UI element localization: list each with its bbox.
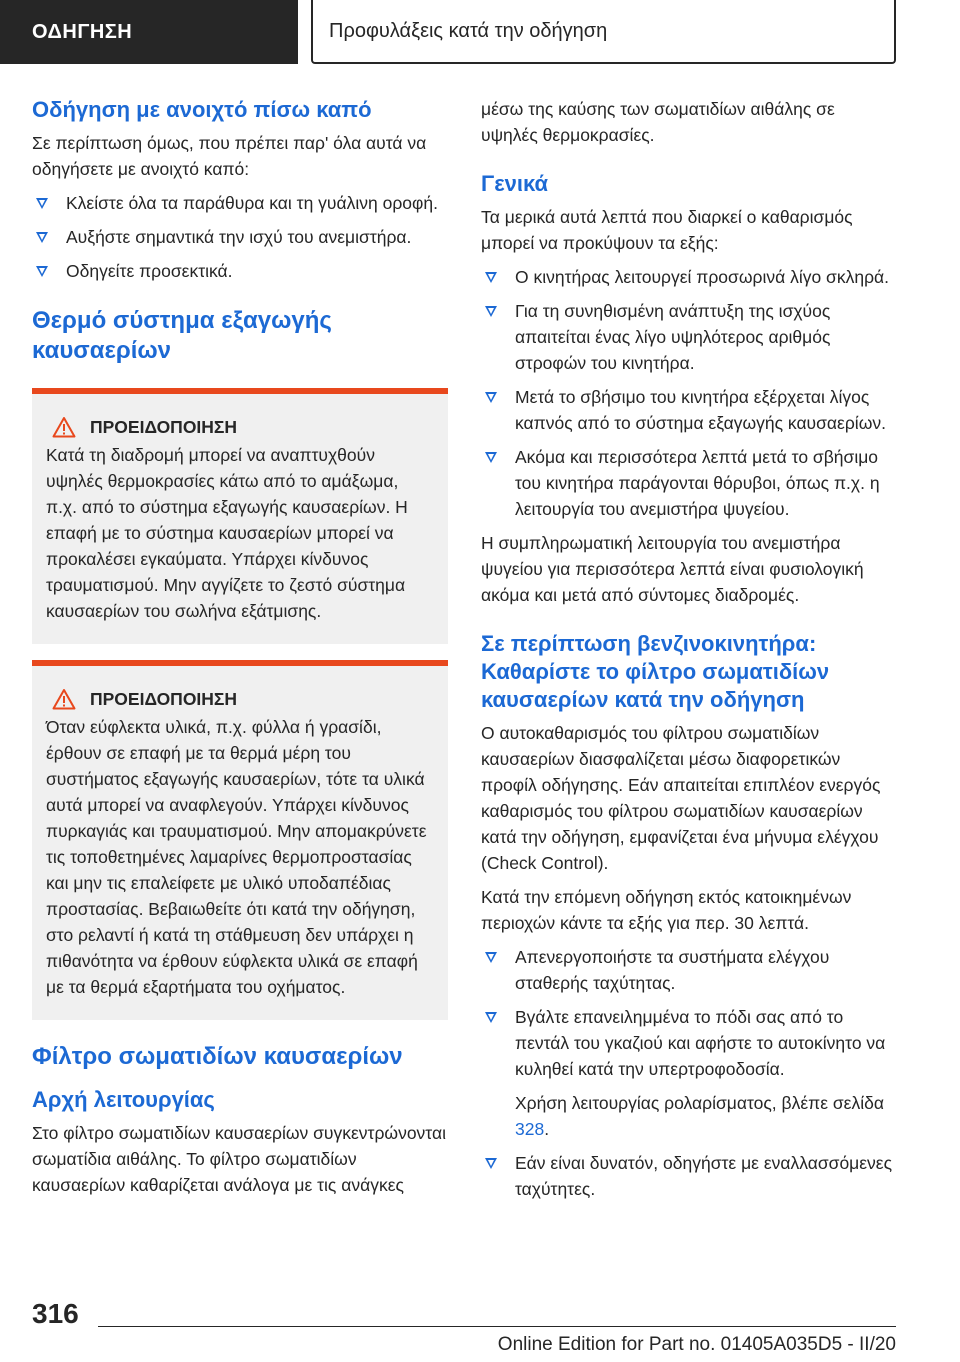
petrol-steps [481, 944, 895, 1202]
triangle-down-icon [36, 266, 48, 277]
filter-text: Στο φίλτρο σωματιδίων καυσαερίων συγκεντρώνονται σωματίδια αιθάλης. Το φίλτρο σωματιδίων καυσαερίων καθαρίζεται ανάλογα με τις ανάγκες [32, 1123, 446, 1195]
warning-text: Κατά τη διαδρομή μπορεί να αναπτυχθούν υψηλές θερμοκρασίες κάτω από το αμάξωμα, π.χ. από το σύστημα εξαγωγής καυσαερίων. Η επαφή με το σύστημα καυσαερίων μπορεί να προκαλέσει εγκαύματα. Υπάρχει κίνδυνος τραυματισμού. Μην αγγίζετε το ζεστό σύστημα καυσαερίων του σωλήνα εξάτμισης. [46, 445, 408, 621]
footer-divider [98, 1326, 896, 1327]
list-item: Για τη συνηθισμένη ανάπτυξη της ισχύος απαιτείται ένας λίγο υψηλότερος αριθμός στροφών του κινητήρα. [481, 298, 895, 376]
open-roof-intro: Σε περίπτωση όμως, που πρέπει παρ' όλα αυτά να οδηγήσετε με ανοιχτό καπό: [32, 133, 427, 179]
triangle-down-icon [36, 198, 48, 209]
warning-header [46, 414, 434, 440]
petrol-heading: Σε περίπτωση βενζινοκινητήρα: Καθαρίστε το φίλτρο σωματιδίων καυσαερίων κατά την οδήγηση [481, 631, 830, 712]
triangle-down-icon [36, 232, 48, 243]
petrol-text-2: Κατά την επόμενη οδήγηση εκτός κατοικημένων περιοχών κάντε τα εξής για περ. 30 λεπτά. [481, 887, 852, 933]
list-item: Αυξήστε σημαντικά την ισχύ του ανεμιστήρα. [32, 224, 448, 250]
list-item: Βγάλτε επανειλημμένα το πόδι σας από το πεντάλ του γκαζιού και αφήστε το αυτοκίνητο να κυληθεί κατά την υπερτροφοδοσία. Χρήση λειτουργίας ρολαρίσματος, βλέπε σελίδα 328. [481, 1004, 895, 1142]
triangle-down-icon [485, 272, 497, 283]
petrol-text-1: Ο αυτοκαθαρισμός του φίλτρου σωματιδίων καυσαερίων διασφαλίζεται μέσω διαφορετικών προφίλ οδήγησης. Εάν απαιτείται επιπλέον ενεργός καθαρισμός του φίλτρου σωματιδίων καυσαερίων κατά την οδήγηση, εμφανίζεται ένα μήνυμα ελέγχου (Check Control). [481, 723, 881, 873]
warning-triangle-icon [52, 416, 76, 438]
left-column [32, 96, 448, 1198]
page-number: 316 [32, 1298, 79, 1329]
continued-text: μέσω της καύσης των σωματιδίων αιθάλης σε υψηλές θερμοκρασίες. [481, 99, 835, 145]
open-roof-heading: Οδήγηση με ανοιχτό πίσω καπό [32, 97, 372, 122]
list-item: Οδηγείτε προσεκτικά. [32, 258, 448, 284]
triangle-down-icon [485, 1012, 497, 1023]
warning-box [32, 388, 448, 644]
general-heading: Γενικά [481, 171, 549, 196]
warning-header [46, 686, 434, 712]
triangle-down-icon [485, 452, 497, 463]
right-column [481, 96, 895, 1202]
filter-heading: Φίλτρο σωματιδίων καυσαερίων [32, 1043, 403, 1070]
triangle-down-icon [485, 1158, 497, 1169]
general-outro: Η συμπληρωματική λειτουργία του ανεμιστήρα ψυγείου για περισσότερα λεπτά είναι φυσιολογική ακόμα και μετά από σύντομες διαδρομές. [481, 533, 864, 605]
page-footer [0, 1290, 960, 1362]
warning-label: ΠΡΟΕΙΔΟΠΟΙΗΣΗ [90, 689, 238, 709]
triangle-down-icon [485, 306, 497, 317]
page-link[interactable]: 328 [515, 1119, 545, 1139]
edition-note: Online Edition for Part no. 01405A035D5 - II/20 [497, 1334, 896, 1355]
step-note: Χρήση λειτουργίας ρολαρίσματος, βλέπε σελίδα 328. [515, 1093, 884, 1139]
warning-triangle-icon [52, 688, 76, 710]
triangle-down-icon [485, 392, 497, 403]
page-header [0, 0, 960, 66]
list-item: Εάν είναι δυνατόν, οδηγήστε με εναλλασσόμενες ταχύτητες. [481, 1150, 895, 1202]
triangle-down-icon [485, 952, 497, 963]
warning-text: Όταν εύφλεκτα υλικά, π.χ. φύλλα ή γρασίδι, έρθουν σε επαφή με τα θερμά μέρη του συστήματος εξαγωγής καυσαερίων, τότε τα υλικά αυτά μπορεί να αναφλεγούν. Υπάρχει κίνδυνος πυρκαγιάς και τραυματισμού. Μην απομακρύνετε τις τοποθετημένες λαμαρίνες θερμοπροστασίας και μην τις επαλείφετε με υλικό υποδαπέδιας προστασίας. Βεβαιωθείτε ότι κατά την οδήγηση, στο ρελαντί ή κατά τη στάθμευση δεν υπάρχει η πιθανότητα να έρθουν εύφλεκτα υλικά σε επαφή με τα θερμά εξαρτήματα του οχήματος. [46, 717, 427, 997]
list-item: Απενεργοποιήστε τα συστήματα ελέγχου σταθερής ταχύτητας. [481, 944, 895, 996]
chapter-title: Προφυλάξεις κατά την οδήγηση [311, 0, 896, 64]
list-item: Ακόμα και περισσότερα λεπτά μετά το σβήσιμο του κινητήρα παράγονται θόρυβοι, όπως π.χ. η λειτουργία του ανεμιστήρα ψυγείου. [481, 444, 895, 522]
warning-box [32, 660, 448, 1020]
exhaust-heading: Θερμό σύστημα εξαγωγής καυσαερίων [32, 307, 332, 364]
list-item: Κλείστε όλα τα παράθυρα και τη γυάλινη οροφή. [32, 190, 448, 216]
section-tab: ΟΔΗΓΗΣΗ [0, 0, 298, 64]
open-roof-steps [32, 190, 448, 284]
warning-label: ΠΡΟΕΙΔΟΠΟΙΗΣΗ [90, 417, 238, 437]
filter-subheading: Αρχή λειτουργίας [32, 1087, 215, 1112]
general-intro: Τα μερικά αυτά λεπτά που διαρκεί ο καθαρισμός μπορεί να προκύψουν τα εξής: [481, 207, 853, 253]
general-steps [481, 264, 895, 522]
list-item: Μετά το σβήσιμο του κινητήρα εξέρχεται λίγος καπνός από το σύστημα εξαγωγής καυσαερίων. [481, 384, 895, 436]
list-item: Ο κινητήρας λειτουργεί προσωρινά λίγο σκληρά. [481, 264, 895, 290]
